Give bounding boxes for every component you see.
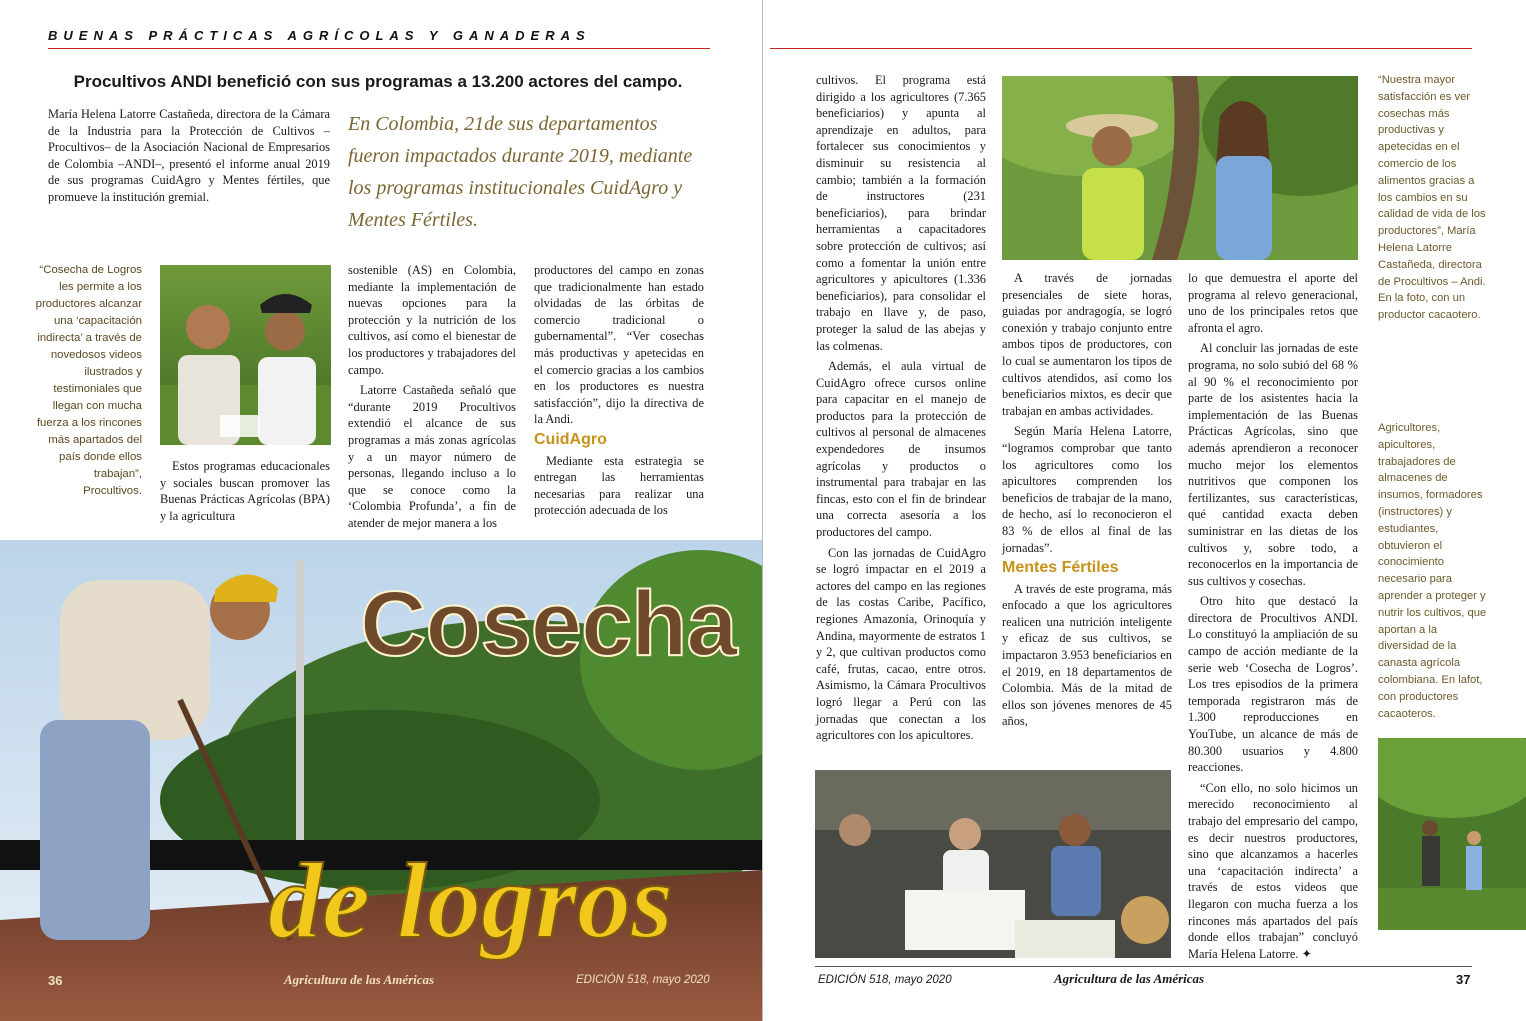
page-number-right: 37 [1456, 972, 1471, 987]
feature-title-cosecha: Cosecha [360, 573, 737, 675]
footer-edition-left: EDICIÓN 518, mayo 2020 [576, 974, 710, 986]
subhead-cuidagro: CuidAgro [534, 430, 607, 448]
photo-workshop-group [815, 770, 1171, 958]
footer-rule-right [815, 966, 1472, 967]
side-caption-right: Agricultores, apicultores, trabajadores de almacenes de insumos, formadores (instructores) y estudiantes, obtuvieron el conocimiento necesario para aprender a proteger y nutrir los cultivos, que aportan a la diversidad de la canasta agrícola colombiana. En lafot, con productores cacaoteros. [1378, 422, 1487, 720]
section-header: BUENAS PRÁCTICAS AGRÍCOLAS Y GANADERAS [48, 28, 591, 43]
page-divider [762, 0, 763, 1021]
photo-cacao-orchard [1378, 738, 1526, 930]
right-column-1: cultivos. El programa está dirigido a los agricultores (7.365 beneficiarios) y apunta al aprendizaje en adultos, para fortalecer sus conocimientos y disminuir su resistencia al cambio; también a la formación de instructores (231 beneficiarios), para brindar herramientas a capacitadores sobre protección de cultivos; así como a fomentar la unión entre agricultores y apicultores (1.336 beneficiarios), para consolidar el trabajo en llave y, de paso, proteger la salud de las abejas y las colmenas. Además, el aula virtual de CuidAgro ofrece cursos online para capacitar en el manejo de productos para la protección de cultivos al personal de almacenes expendedores de insumos agrícolas y productos o instrumental para trabajar en las fincas, esto con el fin de brindear una correcta asesoría a los productores del campo. Con las jornadas de CuidAgro se logró impactar en el 2019 a actores del campo en las regiones de las costas Caribe, Pacífico, regiones Amazonía, Orinoquía y Andina, mayormente de estratos 1 y 2, que cultivan productos como café, frutas, cacao, entre otros. Asimismo, la Cámara Procultivos logró llegar a Perú con las jornadas que conectan a los agricultores con los apicultores. [816, 73, 986, 743]
left-column-2: sostenible (AS) en Colombia, mediante la implementación de nuevas opciones para la protección y la nutrición de los cultivos, así como el bienestar de los productores y trabajadores del campo. Latorre Castañeda señaló que “durante 2019 Procultivos extendió el alcance de sus programas a más zonas agrícolas y a un mayor número de personas, llegando incluso a lo que se conoce como la ‘Colombia Profunda’, a fin de atender de mejor manera a los [348, 263, 516, 530]
header-rule-left [48, 48, 710, 49]
intro-paragraph: María Helena Latorre Castañeda, directora de la Cámara de la Industria para la Protección de Cultivos –Procultivos– de la Asociación Nacional de Empresarios de Colombia –ANDI–, presentó el informe anual 2019 de sus programas CuidAgro y Mentes fértiles, que promueve la institución gremial. [48, 107, 330, 204]
footer-magazine-right: Agricultura de las Américas [1054, 971, 1205, 986]
right-column-3: lo que demuestra el aporte del programa al relevo generacional, uno de los principales retos que afronta el agro. Al concluir las jornadas de este programa, no solo subió del 68 % al 90 % el reconocimiento por parte de los asistentes hacia la implementación de las Buenas Prácticas Agrícolas, sino que además aprendieron a reconocer mucho mejor los elementos nutritivos que componen los fertilizantes, sus características, qué cantidad exacta deben suministrar en las dietas de los cultivos y, sobre todo, a reconocerlos en la importancia de sus cultivos y cosechas. Otro hito que destacó la directora de Procultivos ANDI. Lo constituyó la ampliación de su campo de acción mediante de la serie web ‘Cosecha de Logros’. Los tres episodios de la primera temporada registraron más de 1.300 reproducciones en YouTube, un alcance de más de 80.300 usuarios y 4.800 reacciones. “Con ello, no solo hicimos un merecido reconocimiento al trabajo del empresario del campo, es decir nuestros productores, sino que alcanzamos a hacerles una ‘capacitación indirecta’ a través de estos videos que llegaron con mucha fuerza a los rincones más apartados del país donde ellos trabajan” concluyó María Helena Latorre. ✦ [1188, 271, 1358, 961]
header-rule-right [770, 48, 1472, 49]
right-column-2: A través de jornadas presenciales de siete horas, guiadas por andragogía, se logró conexión y trabajo conjunto entre ambos tipos de productores, con lo cual se aumentaron los tipos de cultivos atendidos, así como los beneficiarios mixtos, es decir que trabajan en ambas actividades. Según María Helena Latorre, “logramos comprobar que tanto los agricultores como los apicultores comprenden los beneficios de trabajar de la mano, de hecho, así lo reconocieron el 83 % de ellos al final de las jornadas”. Mentes Fértiles A través de este programa, más enfocado a que los agricultores realicen una nutrición inteligente y eficaz de sus cultivos, se impactaron 3.953 beneficiarios en el 2019, en 18 departamentos de Colombia. Más de la mitad de ellos son jóvenes menores de 45 años, [1002, 271, 1172, 729]
feature-title-de-logros: de logros [268, 842, 673, 961]
footer-edition-right: EDICIÓN 518, mayo 2020 [818, 974, 952, 986]
subhead-mentes-fertiles: Mentes Fértiles [1002, 559, 1119, 577]
end-mark-icon: ✦ [1301, 946, 1312, 961]
side-quote-right: “Nuestra mayor satisfacción es ver cosechas más productivas y apetecidas en el comercio de los alimentos gracias a los cambios en su calidad de vida de los productores”, María Helena Latorre Castañeda, directora de Procultivos – Andi. En la foto, con un productor cacaotero. [1378, 74, 1486, 322]
headline: Procultivos ANDI benefició con sus programas a 13.200 actores del campo. [73, 72, 683, 91]
pull-quote: En Colombia, 21de sus departamentos fueron impactados durante 2019, mediante los programas institucionales CuidAgro y Mentes Fértiles. [348, 113, 693, 231]
footer-magazine-left: Agricultura de las Américas [284, 972, 435, 987]
photo-director-with-farmer [1002, 76, 1358, 260]
side-quote-left: “Cosecha de Logros les permite a los productores alcanzar una ‘capacitación indirecta’ a través de novedosos videos ilustrados y testimoniales que llegan con mucha fuerza a los rincones más apartados del país donde ellos trabajan”, Procultivos. [35, 264, 142, 497]
left-column-3: productores del campo en zonas que tradicionalmente han estado olvidadas de las órbitas de comercio tradicional o gubernamental”. “Ver cosechas más productivas y apetecidas en el comercio gracias a los cambios en los productores es nuestra satisfacción”, dijo la directiva de la Andi. CuidAgro Mediante esta estrategia se entregan las herramientas necesarias para realizar una protección adecuada de los [534, 263, 704, 518]
left-column-1: Estos programas educacionales y sociales buscan promover las Buenas Prácticas Agrícolas (BPA) y la agricultura [160, 459, 330, 523]
page-number-left: 36 [48, 973, 63, 988]
photo-two-farmers [160, 265, 331, 445]
